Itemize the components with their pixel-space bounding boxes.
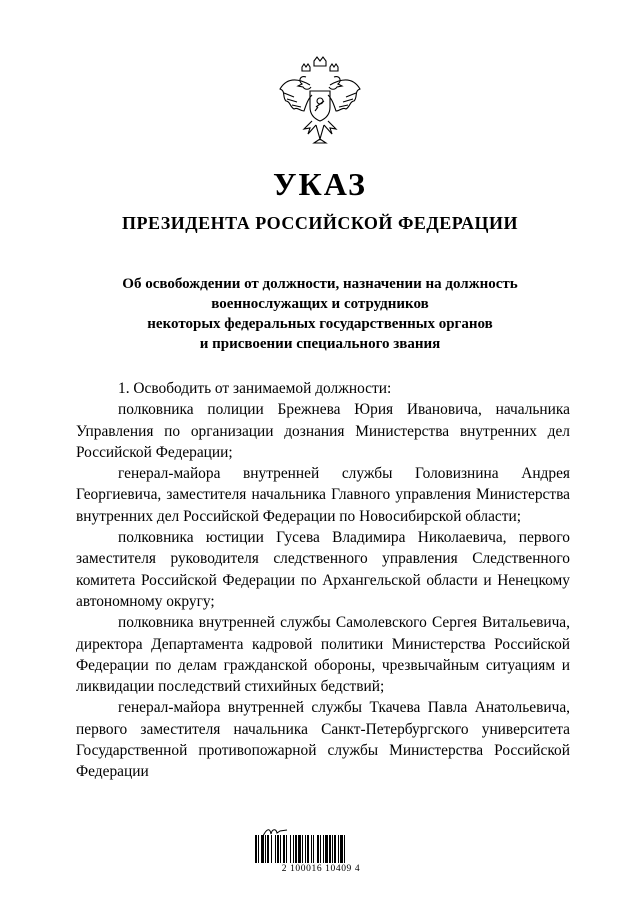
paragraph: генерал-майора внутренней службы Головизнина Андрея Георгиевича, заместителя начальника Главного управления Министерства внутренних дел Российской Федерации по Новосибирской области;: [76, 465, 570, 525]
page-title: УКАЗ: [273, 166, 367, 202]
heading-line: и присвоении специального звания: [199, 336, 441, 352]
barcode-number: 2 100016 10409 4: [281, 864, 361, 874]
paragraph: генерал-майора внутренней службы Ткачева Павла Анатольевича, первого заместителя начальника Санкт-Петербургского университета Государственной противопожарной службы Министерства Российской Федерации: [76, 699, 570, 781]
heading-line: военнослужащих и сотрудников: [211, 296, 429, 312]
heading-line: Об освобождении от должности, назначении на должность: [122, 276, 518, 292]
paragraph: полковника полиции Брежнева Юрия Ивановича, начальника Управления по организации дознания Министерства внутренних дел Российской Федерации;: [76, 401, 570, 461]
decree-body: [76, 378, 570, 783]
paragraph: полковника юстиции Гусева Владимира Николаевича, первого заместителя руководителя следственного управления Следственного комитета Российской Федерации по Архангельской области и Ненецкому автономному округу;: [76, 529, 570, 610]
barcode-icon: [253, 827, 387, 887]
decree-heading: [100, 274, 540, 354]
state-emblem-icon: [276, 55, 364, 147]
paragraph: 1. Освободить от занимаемой должности:: [118, 380, 392, 397]
page-subtitle: ПРЕЗИДЕНТА РОССИЙСКОЙ ФЕДЕРАЦИИ: [122, 213, 518, 233]
heading-line: некоторых федеральных государственных органов: [147, 316, 493, 332]
paragraph: полковника внутренней службы Самолевского Сергея Витальевича, директора Департамента кадровой политики Министерства Российской Федерации по делам гражданской обороны, чрезвычайным ситуациям и ликвидации последствий стихийных бедствий;: [76, 614, 570, 696]
